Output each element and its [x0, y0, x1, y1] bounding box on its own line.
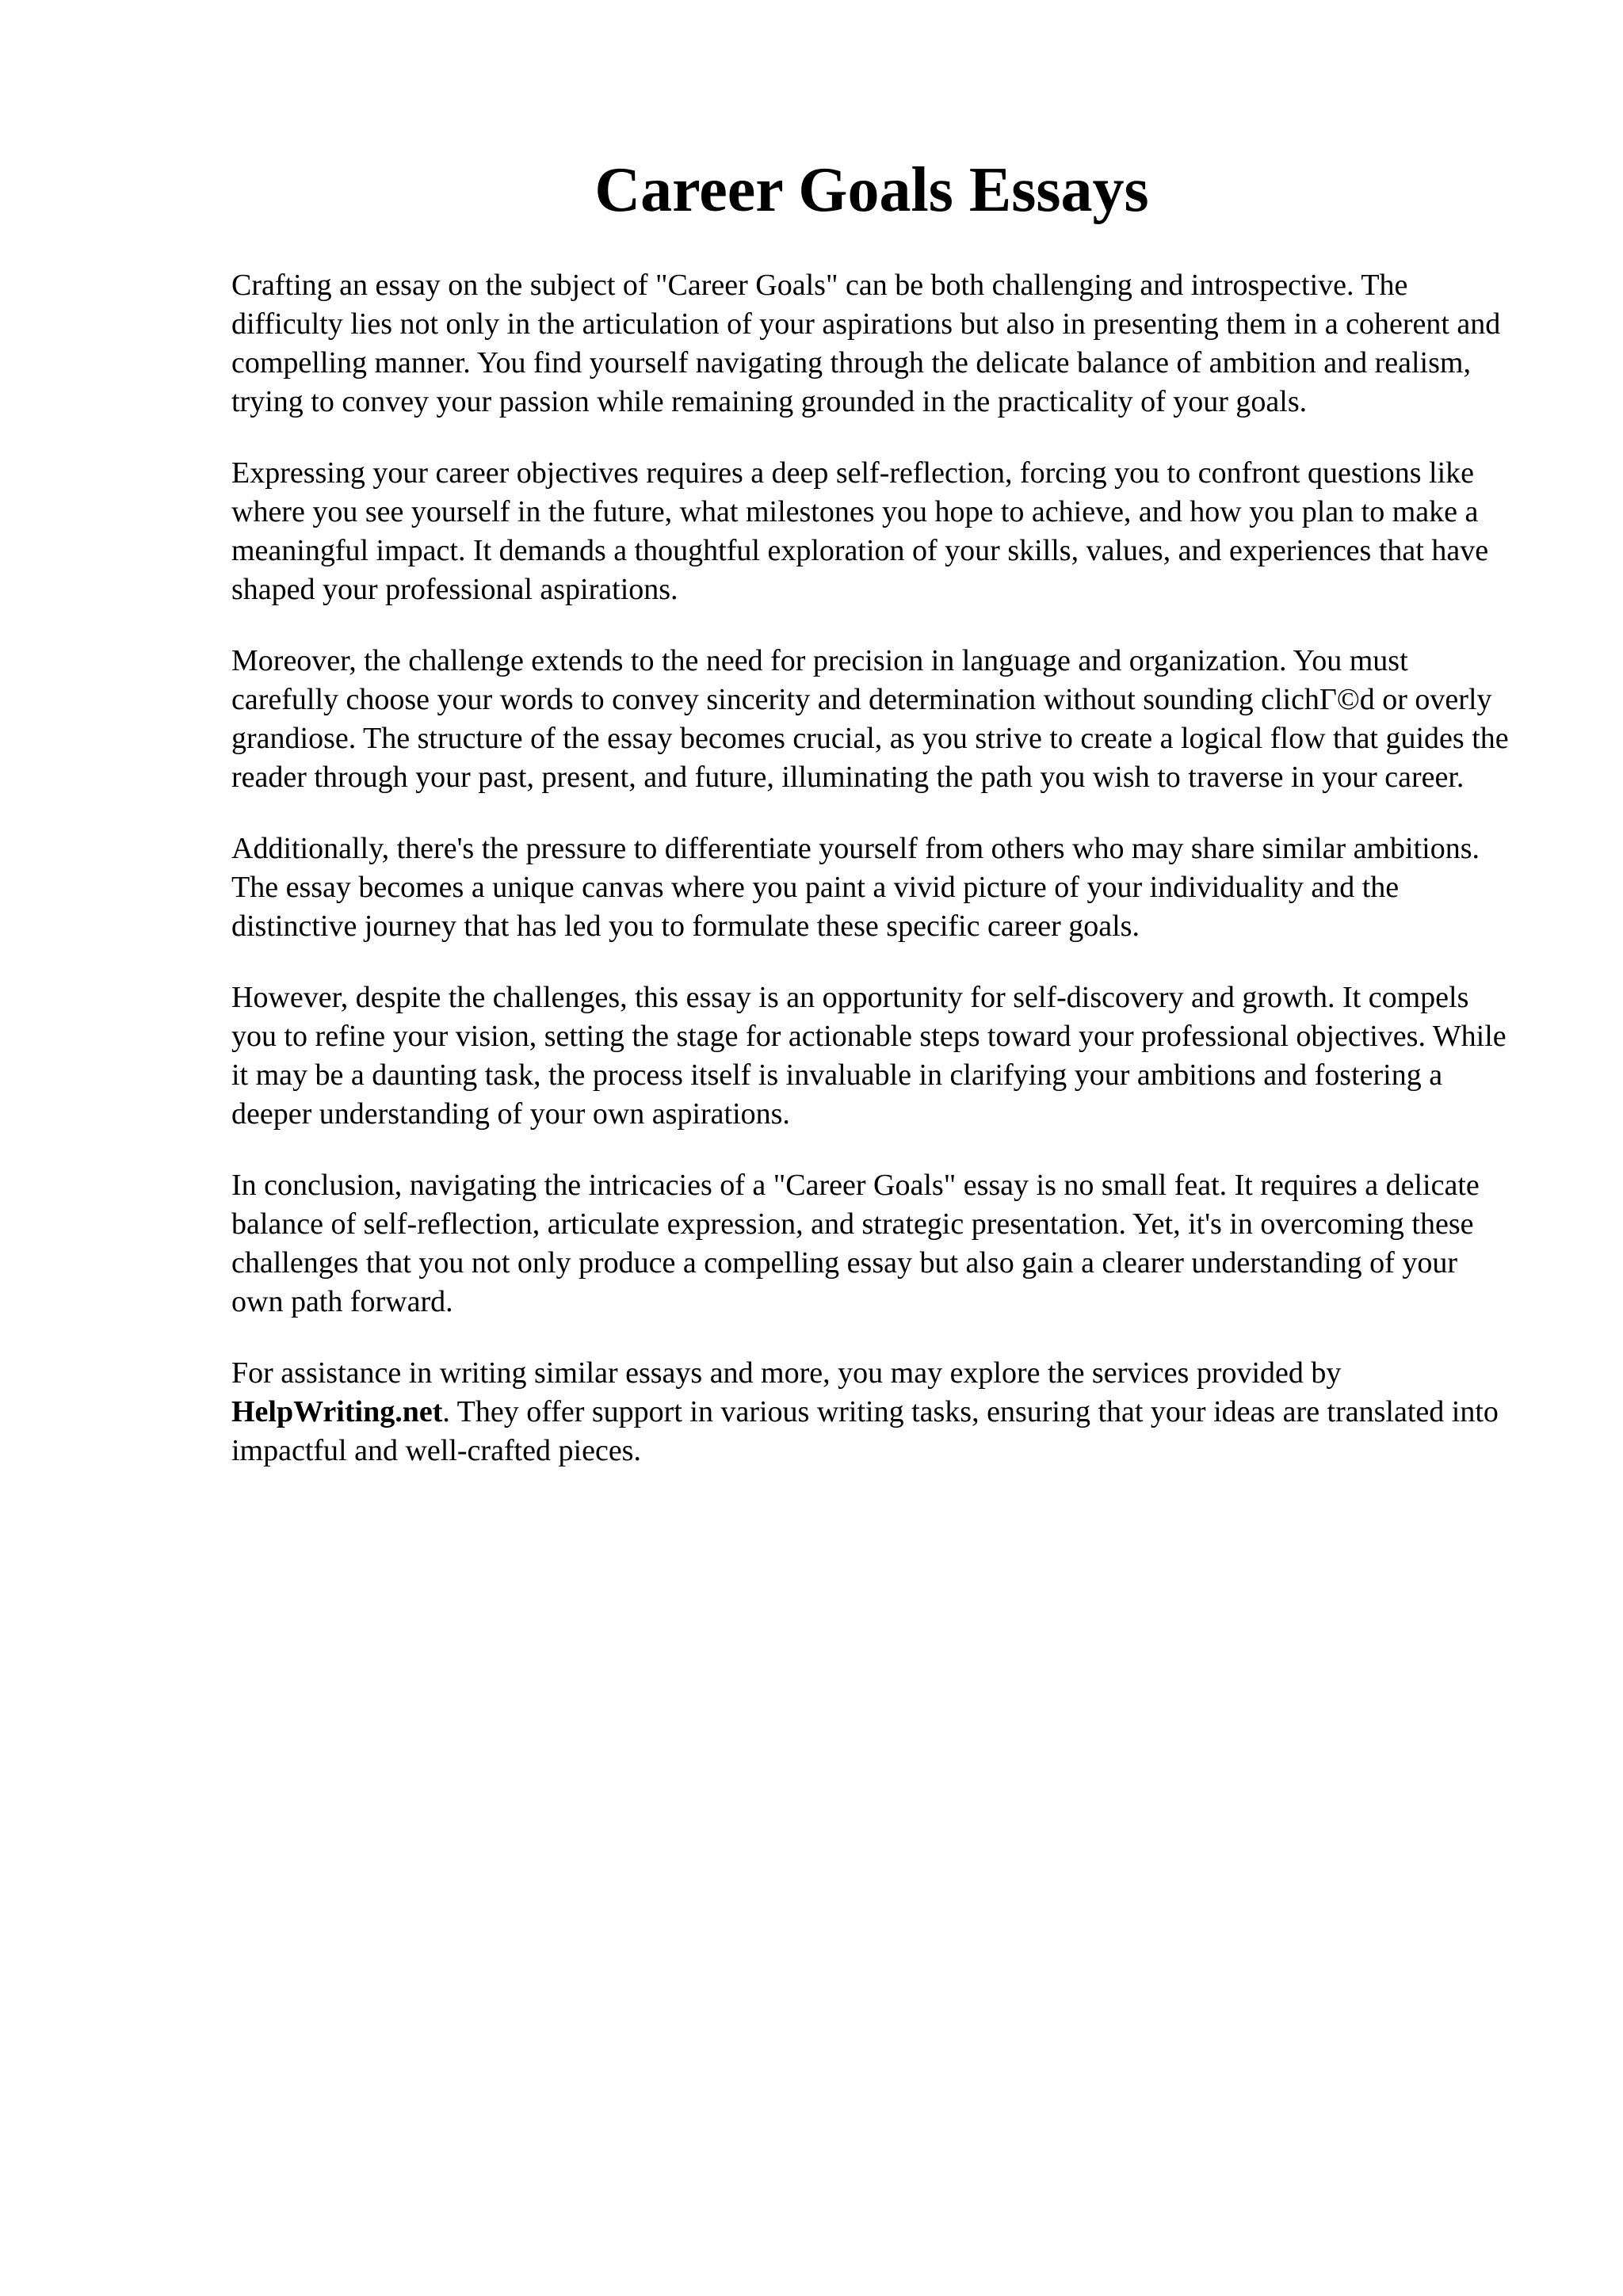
title-container: [0, 151, 1623, 230]
paragraph-1: Crafting an essay on the subject of "Career Goals" can be both challenging and introspective. The difficulty lies not only in the articulation of your aspirations but also in presenting them in a coherent and compelling manner. You find yourself navigating through the delicate balance of ambition and realism, trying to convey your passion while remaining grounded in the practicality of your goals.: [231, 269, 1501, 418]
document-title: Career Goals Essays: [594, 155, 1149, 225]
paragraph-6: In conclusion, navigating the intricacies of a "Career Goals" essay is no small feat. It requires a delicate balance of self-reflection, articulate expression, and strategic presentation. Yet, it's in overcoming these challenges that you not only produce a compelling essay but also gain a clearer understanding of your own path forward.: [231, 1169, 1480, 1318]
paragraph-5: However, despite the challenges, this essay is an opportunity for self-discovery and growth. It compels you to refine your vision, setting the stage for actionable steps toward your professional objectives. While it may be a daunting task, the process itself is invaluable in clarifying your ambitions and fostering a deeper understanding of your own aspirations.: [231, 981, 1507, 1131]
closing-text-before: For assistance in writing similar essays and more, you may explore the services provided by: [231, 1356, 1342, 1390]
document-body: [231, 266, 1515, 1503]
closing-text-after: . They offer support in various writing tasks, ensuring that your ideas are translated into impactful and well-crafted pieces.: [231, 1395, 1499, 1467]
paragraph-4: Additionally, there's the pressure to differentiate yourself from others who may share similar ambitions. The essay becomes a unique canvas where you paint a vivid picture of your individuality and the distinctive journey that has led you to formulate these specific career goals.: [231, 832, 1480, 943]
paragraph-2: Expressing your career objectives requires a deep self-reflection, forcing you to confront questions like where you see yourself in the future, what milestones you hope to achieve, and how you plan to make a meaningful impact. It demands a thoughtful exploration of your skills, values, and experiences that have shaped your professional aspirations.: [231, 456, 1489, 606]
closing-paragraph: [231, 1354, 1515, 1470]
paragraph-3: Moreover, the challenge extends to the need for precision in language and organization. You must carefully choose your words to convey sincerity and determination without sounding clichΓ©d or overly grandiose. The structure of the essay becomes crucial, as you strive to create a logical flow that guides the reader through your past, present, and future, illuminating the path you wish to traverse in your career.: [231, 644, 1509, 794]
brand-link[interactable]: HelpWriting.net: [231, 1395, 443, 1428]
